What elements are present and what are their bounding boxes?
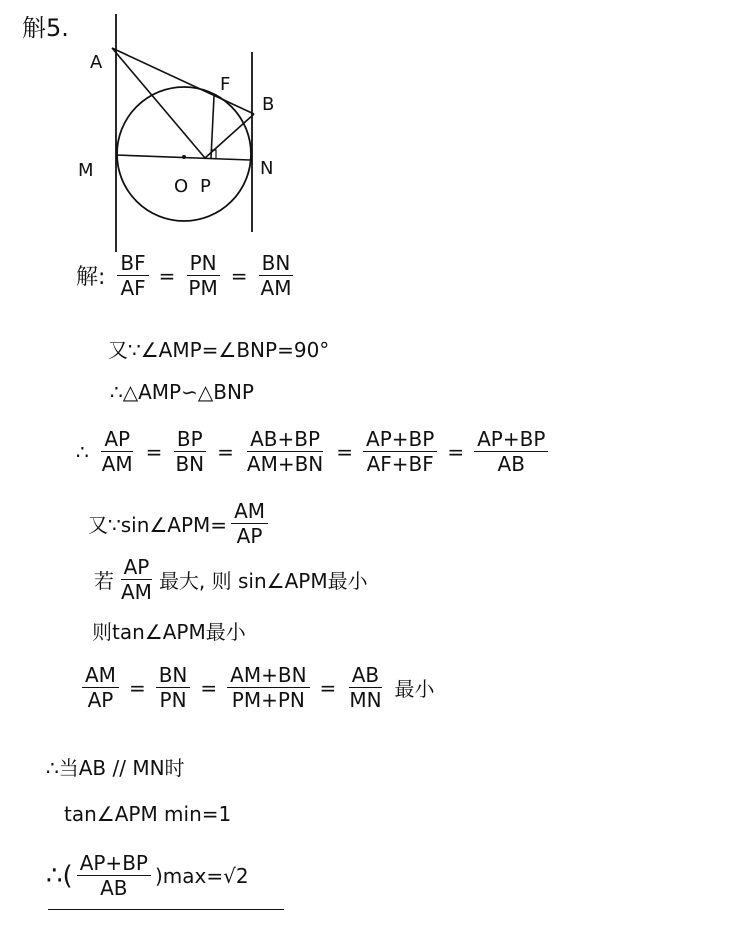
fraction: $\frac{AB+BP}{AM+BN}$ [246,427,324,476]
label-f: F [220,74,231,95]
label-a: A [90,52,103,73]
max-result: )max=√2 [154,863,249,888]
fraction: $\frac{AM+BN}{PM+PN}$ [227,664,309,711]
solution-line-2: 又∵∠AMP=∠BNP=90° [108,338,330,362]
fraction: $\frac{AM}{AP}$ [82,664,119,711]
solution-line-8: $\frac{AM}{AP}$ = $\frac{BN}{PN}$ = $\frac{AM+BN}{PM+PN}$ = $\frac{AB}{MN}$ 最小 [78,664,435,711]
segment-ap [112,48,205,158]
fraction: $\frac{AP}{AM}$ [121,555,152,604]
solution-line-11 [46,852,249,899]
fraction: $\frac{AP+BP}{AB}$ [474,428,548,475]
segment-fp [211,96,214,158]
sine-expression: 又∵sin∠APM= [88,513,228,537]
label-o: O [174,176,189,197]
solution-line-4: ∴ $\frac{AP}{AM}$ = $\frac{BP}{BN}$ = $\frac{AB+BP}{AM+BN}$ = $\frac{AP+BP}{AF+BF}$ = $\frac{AP+BP}{AB}$ [76,428,552,475]
label-n: N [260,158,274,179]
if-word: 若 [94,569,114,593]
fraction: $\frac{BN}{PN}$ [156,664,191,711]
point-o-dot [182,155,186,159]
solution-line-10: tan∠APM min=1 [64,802,232,826]
solution-line-1: 解: $\frac{BF}{AF}$ = $\frac{PN}{PM}$ = $\frac{BN}{AM}$ [76,252,298,299]
fraction: $\frac{AP}{AM}$ [101,427,133,476]
fraction: $\frac{PN}{PM}$ [188,251,218,300]
solution-line-7: 则tan∠APM最小 [92,620,246,644]
geometry-figure [0,0,750,260]
solution-intro: 解: [76,265,106,290]
fraction: $\frac{AM}{AP}$ [231,500,268,547]
tangent-ab [112,48,254,114]
fraction: $\frac{BP}{BN}$ [175,427,205,476]
fraction: $\frac{BN}{AM}$ [260,251,292,300]
label-m: M [78,160,94,181]
label-b: B [262,94,275,115]
fraction: $\frac{AP+BP}{AB}$ [77,852,151,899]
therefore-symbol: ∴ [76,439,89,464]
solution-line-9: ∴当AB // MN时 [46,756,185,780]
fraction: $\frac{BF}{AF}$ [117,252,148,299]
problem-label: 斛5. [22,14,69,42]
fraction: $\frac{AB}{MN}$ [349,663,382,712]
solution-line-5 [88,500,272,547]
solution-line-3: ∴△AMP∽△BNP [110,380,254,404]
minimum-word: 最小 [394,677,435,701]
circle-o [117,87,251,221]
final-underline [48,909,284,910]
fraction: $\frac{AP+BP}{AF+BF}$ [363,428,437,475]
open-paren: ∴( [46,860,73,891]
condition-text: 最大, 则 sin∠APM最小 [158,569,368,593]
label-p: P [200,176,211,197]
solution-line-6 [94,556,368,603]
